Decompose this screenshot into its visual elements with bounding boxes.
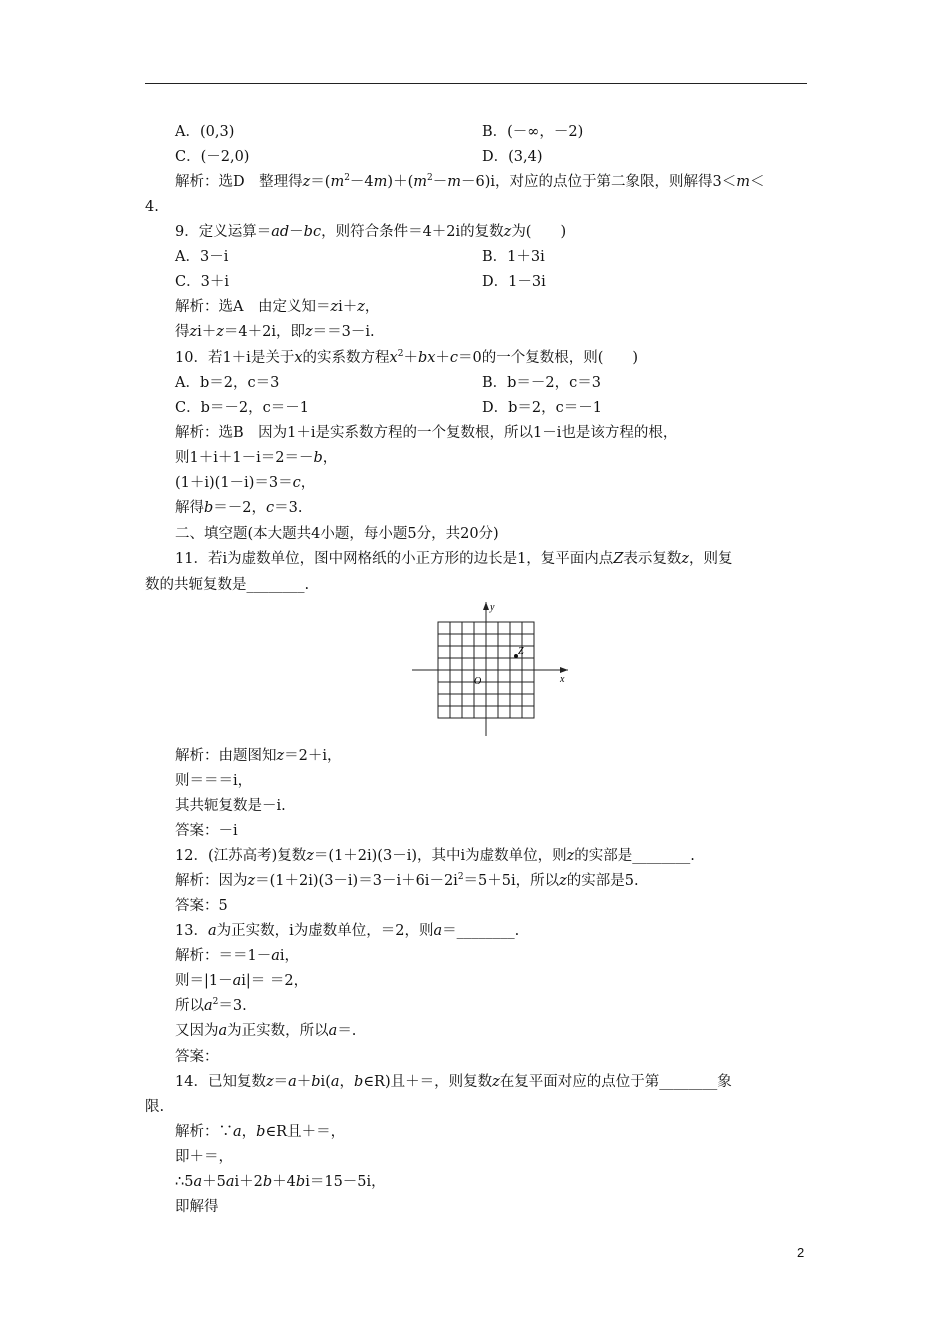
q10-solution-line1: 解析：选B 因为1＋i是实系数方程的一个复数根，所以1－i也是该方程的根， <box>175 425 678 441</box>
q13-solution-line3: 所以$a^2=3$. <box>175 997 247 1014</box>
q8-option-c: C．(－2,0) <box>175 149 250 165</box>
q13-answer: 答案： <box>175 1049 219 1065</box>
q10-option-a: A．b＝2，c＝3 <box>175 375 280 391</box>
q8-option-b: B．(－∞，－2) <box>482 124 584 140</box>
q9-option-a: A．3－i <box>175 249 229 265</box>
q11-stem-line1: 11．若i为虚数单位，图中网格纸的小正方形的边长是1，复平面内点Z表示复数z，则复 <box>175 551 733 567</box>
q13-solution-line2: 则＝|1－ai|＝ ＝2， <box>175 973 309 989</box>
q8-option-d: D．(3,4) <box>482 149 543 165</box>
q13-solution-line4: 又因为a为正实数，所以a＝. <box>175 1023 357 1039</box>
q9-stem: 9．定义运算＝ad－bc，则符合条件＝4＋2i的复数z为( ) <box>175 224 567 240</box>
q12-solution: 解析：因为$z=(1+2i)(3-i)=3-i+6i-2i^2=5+5i$，所以z的实部是5. <box>175 872 639 889</box>
q8-option-a: A．(0,3) <box>175 124 235 140</box>
header-rule <box>145 83 807 84</box>
q11-solution-line3: 其共轭复数是－i. <box>175 798 286 814</box>
q10-solution-line2: 则1＋i＋1－i＝2＝－b， <box>175 450 338 466</box>
q9-option-b: B．1＋3i <box>482 249 545 265</box>
q9-solution-line1: 解析：选A 由定义知＝zi＋z， <box>175 299 380 315</box>
section-heading: 二、填空题(本大题共4小题，每小题5分，共20分) <box>175 526 499 542</box>
q13-solution-line1: 解析：＝＝1－ai， <box>175 948 300 964</box>
q11-answer: 答案：－i <box>175 823 238 839</box>
q11-stem-line2: 数的共轭复数是________. <box>145 577 310 593</box>
y-axis-label: y <box>490 602 495 613</box>
x-axis-label: x <box>560 674 565 685</box>
q8-solution-tail: 4. <box>145 199 159 215</box>
q9-option-c: C．3＋i <box>175 274 229 290</box>
point-z-label: Z <box>518 646 524 657</box>
q9-option-d: D．1－3i <box>482 274 546 290</box>
q8-solution: 解析：选D 整理得$z=(m^2-4m)+(m^2-m-6)i$，对应的点位于第二象限，则解得3＜m＜ <box>175 173 765 190</box>
q11-solution-line2: 则＝＝＝i， <box>175 773 253 789</box>
q10-option-d: D．b＝2，c＝－1 <box>482 400 602 416</box>
q10-option-b: B．b＝－2，c＝3 <box>482 375 602 391</box>
q14-solution-line2: 即＋＝， <box>175 1149 233 1165</box>
q14-solution-line3: ∴5a＋5ai＋2b＋4bi＝15－5i， <box>175 1174 386 1190</box>
page-number: 2 <box>797 1245 805 1260</box>
q10-stem: 10．若1＋i是关于x的实系数方程$x^2+bx+c=0$的一个复数根，则( ) <box>175 349 639 366</box>
complex-plane-grid-figure <box>408 598 580 740</box>
q13-stem: 13．a为正实数，i为虚数单位，＝2，则a＝________. <box>175 923 520 939</box>
x-axis-arrow <box>560 667 568 673</box>
q10-solution-line3: (1＋i)(1－i)＝3＝c， <box>175 475 316 491</box>
q12-stem: 12．(江苏高考)复数z＝(1＋2i)(3－i)，其中i为虚数单位，则z的实部是________. <box>175 848 695 864</box>
y-axis-arrow <box>483 602 489 610</box>
q9-solution-line2: 得zi＋z＝4＋2i，即z＝＝3－i. <box>175 324 375 340</box>
q14-solution-line4: 即解得 <box>175 1199 219 1215</box>
q14-stem-line1: 14．已知复数z＝a＋bi(a，b∈R)且＋＝，则复数z在复平面对应的点位于第________象 <box>175 1074 732 1090</box>
q12-answer: 答案：5 <box>175 898 228 914</box>
q10-solution-line4: 解得b＝－2，c＝3. <box>175 500 303 516</box>
q11-solution-line1: 解析：由题图知z＝2＋i， <box>175 748 342 764</box>
origin-label: O <box>474 676 482 687</box>
q14-stem-line2: 限. <box>145 1099 165 1115</box>
q14-solution-line1: 解析：∵a，b∈R且＋＝， <box>175 1124 346 1140</box>
q10-option-c: C．b＝－2，c＝－1 <box>175 400 309 416</box>
